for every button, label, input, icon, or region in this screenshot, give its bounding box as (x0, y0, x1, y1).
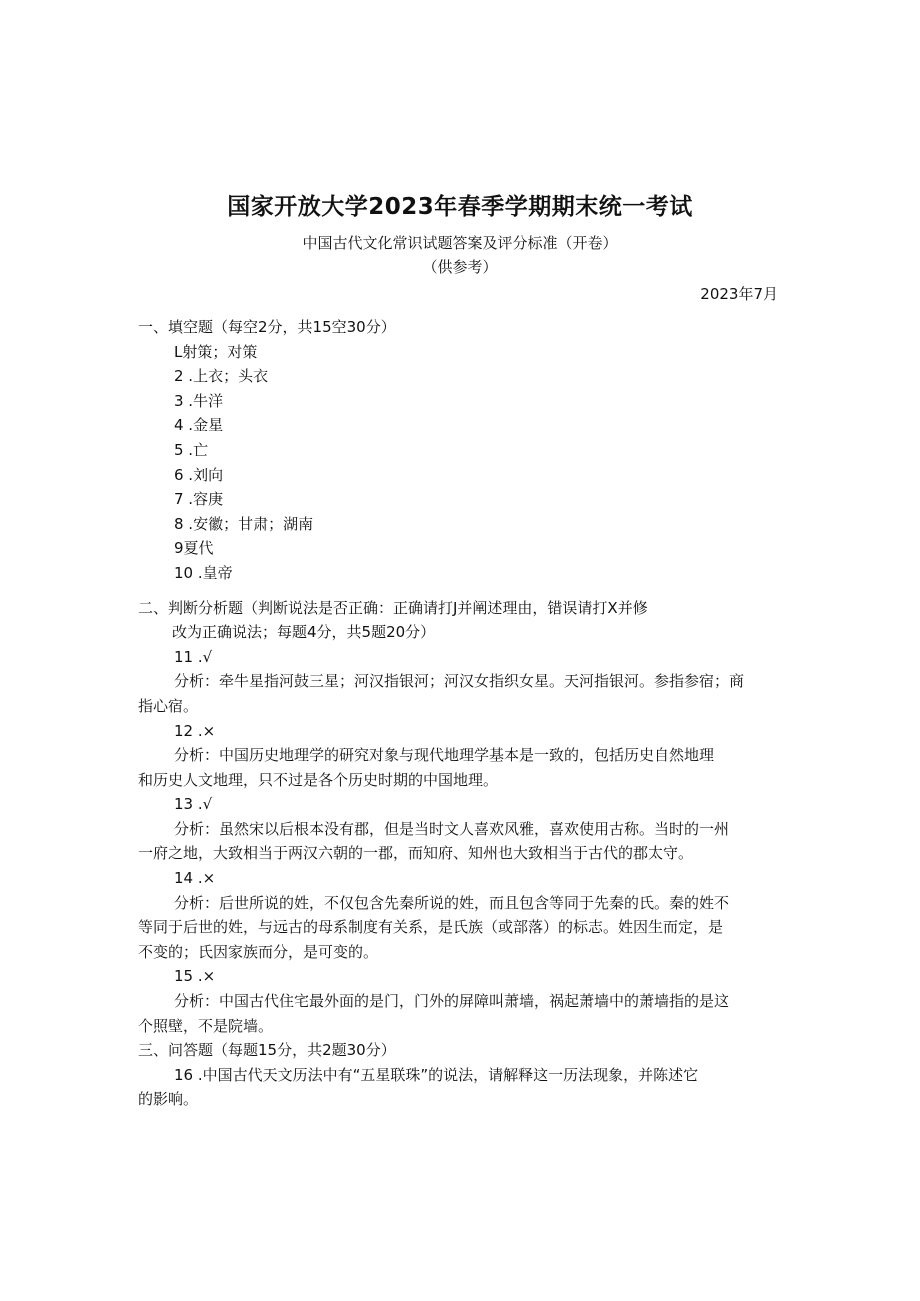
q14-analysis-cont-2: 不变的；氏因家族而分，是可变的。 (138, 942, 379, 961)
q13-mark: 13 .√ (174, 795, 213, 814)
q16-question-cont: 的影响。 (138, 1090, 199, 1109)
section-gap (138, 586, 783, 596)
q15-mark: 15 .× (174, 967, 216, 986)
exam-date: 2023年7月 (700, 285, 778, 303)
q11-mark: 11 .√ (174, 647, 213, 666)
answer-4: 4 .金星 (174, 416, 224, 435)
answer-10: 10 .皇帝 (174, 563, 233, 582)
q14-analysis: 分析：后世所说的姓，不仅包含先秦所说的姓，而且包含等同于先秦的氏。秦的姓不 (174, 893, 730, 912)
q13-analysis: 分析：虽然宋以后根本没有郡，但是当时文人喜欢风雅，喜欢使用古称。当时的一州 (174, 819, 730, 838)
page-title: 国家开放大学2023年春季学期期末统一考试 (227, 194, 693, 220)
q13-analysis-cont: 一府之地，大致相当于两汉六朝的一郡，而知府、知州也大致相当于古代的郡太守。 (138, 844, 694, 863)
section-heading-fill-in: 一、填空题（每空2分，共15空30分） (138, 318, 396, 336)
q14-analysis-cont: 等同于后世的姓，与远古的母系制度有关系，是氏族（或部落）的标志。姓因生而定，是 (138, 918, 724, 937)
q14-mark: 14 .× (174, 869, 216, 888)
q11-analysis-cont: 指心宿。 (138, 696, 199, 715)
q15-analysis-cont: 个照壁，不是院墙。 (138, 1016, 274, 1035)
answer-2: 2 .上衣；头衣 (174, 367, 269, 386)
section-heading-judgment-cont: 改为正确说法；每题4分，共5题20分） (172, 623, 436, 642)
q12-mark: 12 .× (174, 721, 216, 740)
q15-analysis: 分析：中国古代住宅最外面的是门，门外的屏障叫萧墙，祸起萧墙中的萧墙指的是这 (174, 992, 730, 1011)
answer-5: 5 .亡 (174, 440, 209, 459)
answer-7: 7 .容庚 (174, 490, 224, 509)
section-heading-qa: 三、问答题（每题15分，共2题30分） (138, 1041, 396, 1060)
section-heading-judgment: 二、判断分析题（判断说法是否正确：正确请打J并阐述理由，错误请打X并修 (138, 598, 648, 617)
q16-question: 16 .中国古代天文历法中有“五星联珠”的说法，请解释这一历法现象，并陈述它 (174, 1065, 699, 1084)
reference-note: （供参考） (422, 258, 498, 276)
answer-3: 3 .牛洋 (174, 391, 224, 410)
answer-content (138, 315, 783, 1112)
answer-8: 8 .安徽；甘肃；湖南 (174, 514, 314, 533)
q12-analysis: 分析：中国历史地理学的研究对象与现代地理学基本是一致的，包括历史自然地理 (174, 746, 715, 765)
q11-analysis: 分析：牵牛星指河鼓三星；河汉指银河；河汉女指织女星。天河指银河。参指参宿；商 (174, 672, 745, 691)
q12-analysis-cont: 和历史人文地理，只不过是各个历史时期的中国地理。 (138, 770, 499, 789)
answer-9: 9夏代 (174, 539, 214, 558)
answer-1: L射策；对策 (174, 342, 258, 361)
answer-6: 6 .刘向 (174, 465, 224, 484)
exam-subtitle: 中国古代文化常识试题答案及评分标准（开卷） (302, 234, 618, 252)
